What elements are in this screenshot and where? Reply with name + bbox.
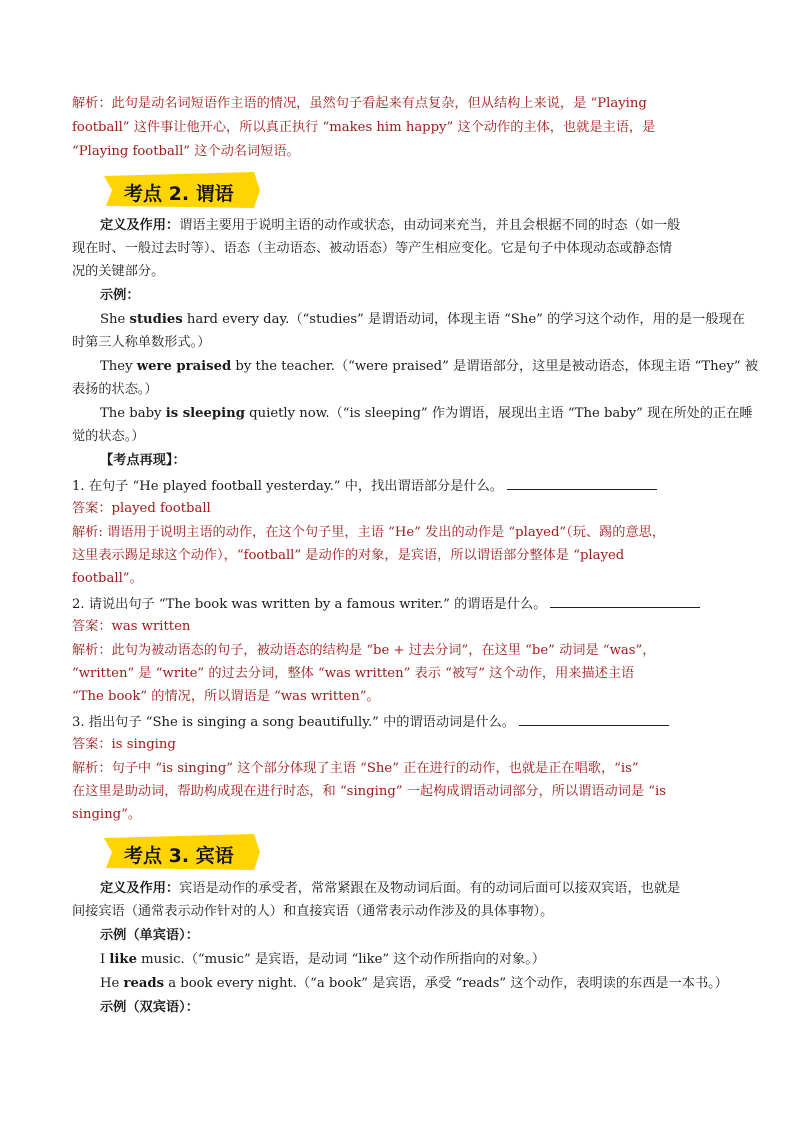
example-keyword: were praised xyxy=(136,359,232,374)
definition-line xyxy=(100,218,680,234)
example-keyword: is sleeping xyxy=(165,406,245,421)
example-sentence: 表扬的状态。） xyxy=(72,382,158,397)
question-text: 3. 指出句子 “She is singing a song beautifully.” 中的谓语动词是什么。 xyxy=(72,715,515,730)
example-text: They xyxy=(100,359,137,374)
definition-text: 宾语是动作的承受者，常常紧跟在及物动词后面。有的动词后面可以接双宾语，也就是 xyxy=(179,881,681,896)
definition-line: 间接宾语（通常表示动作针对的人）和直接宾语（通常表示动作涉及的具体事物）。 xyxy=(72,904,554,919)
question-3 xyxy=(72,713,669,731)
example-label: 示例（单宾语）： xyxy=(100,928,199,943)
example-sentence: 觉的状态。） xyxy=(72,429,145,444)
review-label: 【考点再现】： xyxy=(100,453,186,468)
analysis-line: 解析：此句为被动语态的句子，被动语态的结构是 “be + 过去分词”，在这里 “be” 动词是 “was”， xyxy=(72,643,656,658)
definition-label: 定义及作用： xyxy=(100,881,180,896)
analysis-line: 解析：句子中 “is singing” 这个部分体现了主语 “She” 正在进行的动作，也就是正在唱歌，“is” xyxy=(72,761,639,776)
section-title: 考点 2. 谓语 xyxy=(124,183,234,205)
example-sentence xyxy=(100,406,753,422)
example-sentence xyxy=(100,976,728,992)
analysis-line: “The book” 的情况，所以谓语是 “was written”。 xyxy=(72,689,380,704)
question-2 xyxy=(72,595,700,613)
analysis-line: 在这里是助动词，帮助构成现在进行时态，和 “singing” 一起构成谓语动词部分，所以谓语动词是 “is xyxy=(72,784,666,799)
section-title: 考点 3. 宾语 xyxy=(124,845,234,867)
example-sentence xyxy=(100,359,758,375)
example-text: a book every night.（“a book” 是宾语，承受 “reads” 这个动作，表明读的东西是一本书。） xyxy=(164,976,728,991)
answer-blank[interactable] xyxy=(519,713,669,726)
definition-line xyxy=(100,881,680,897)
question-1 xyxy=(72,477,657,495)
example-sentence xyxy=(100,312,745,328)
section-banner-object xyxy=(104,834,260,870)
example-label: 示例： xyxy=(100,288,140,303)
example-keyword: like xyxy=(109,952,137,967)
example-keyword: studies xyxy=(129,312,183,327)
example-text: The baby xyxy=(100,406,166,421)
answer-1: 答案：played football xyxy=(72,501,211,516)
question-text: 2. 请说出句子 “The book was written by a famous writer.” 的谓语是什么。 xyxy=(72,597,547,612)
example-sentence: 时第三人称单数形式。） xyxy=(72,335,211,350)
example-text: by the teacher.（“were praised” 是谓语部分，这里是被动语态，体现主语 “They” 被 xyxy=(231,359,759,374)
analysis-line: 解析: 谓语用于说明主语的动作，在这个句子里，主语 “He” 发出的动作是 “played”（玩、踢的意思， xyxy=(72,525,666,540)
question-text: 1. 在句子 “He played football yesterday.” 中，找出谓语部分是什么。 xyxy=(72,479,503,494)
analysis-line: football” 这件事让他开心，所以真正执行 “makes him happy” 这个动作的主体，也就是主语，是 xyxy=(72,120,656,135)
answer-3: 答案：is singing xyxy=(72,737,176,752)
analysis-line: 解析：此句是动名词短语作主语的情况，虽然句子看起来有点复杂，但从结构上来说，是 “Playing xyxy=(72,96,647,111)
example-label: 示例（双宾语）： xyxy=(100,1000,199,1015)
example-text: I xyxy=(100,952,110,967)
analysis-line: football”。 xyxy=(72,571,143,586)
analysis-line: singing”。 xyxy=(72,807,142,822)
definition-line: 现在时、一般过去时等）、语态（主动语态、被动语态）等产生相应变化。它是句子中体现动态或静态情 xyxy=(72,241,673,256)
answer-2: 答案：was written xyxy=(72,619,191,634)
definition-line: 况的关键部分。 xyxy=(72,264,165,279)
example-text: She xyxy=(100,312,130,327)
example-text: hard every day.（“studies” 是谓语动词，体现主语 “She” 的学习这个动作，用的是一般现在 xyxy=(182,312,745,327)
example-keyword: reads xyxy=(123,976,165,991)
definition-label: 定义及作用： xyxy=(100,218,180,233)
answer-blank[interactable] xyxy=(550,595,700,608)
example-text: music.（“music” 是宾语，是动词 “like” 这个动作所指向的对象。） xyxy=(136,952,546,967)
example-text: quietly now.（“is sleeping” 作为谓语，展现出主语 “The baby” 现在所处的正在睡 xyxy=(244,406,753,421)
analysis-line: 这里表示踢足球这个动作），“football” 是动作的对象，是宾语，所以谓语部分整体是 “played xyxy=(72,548,625,563)
answer-blank[interactable] xyxy=(507,477,657,490)
example-sentence xyxy=(100,952,545,968)
definition-text: 谓语主要用于说明主语的动作或状态，由动词来充当，并且会根据不同的时态（如一般 xyxy=(179,218,681,233)
example-text: He xyxy=(100,976,124,991)
analysis-line: “written” 是 “write” 的过去分词，整体 “was written” 表示 “被写” 这个动作，用来描述主语 xyxy=(72,666,635,681)
analysis-line: “Playing football” 这个动名词短语。 xyxy=(72,144,300,159)
section-banner-predicate xyxy=(104,172,260,208)
